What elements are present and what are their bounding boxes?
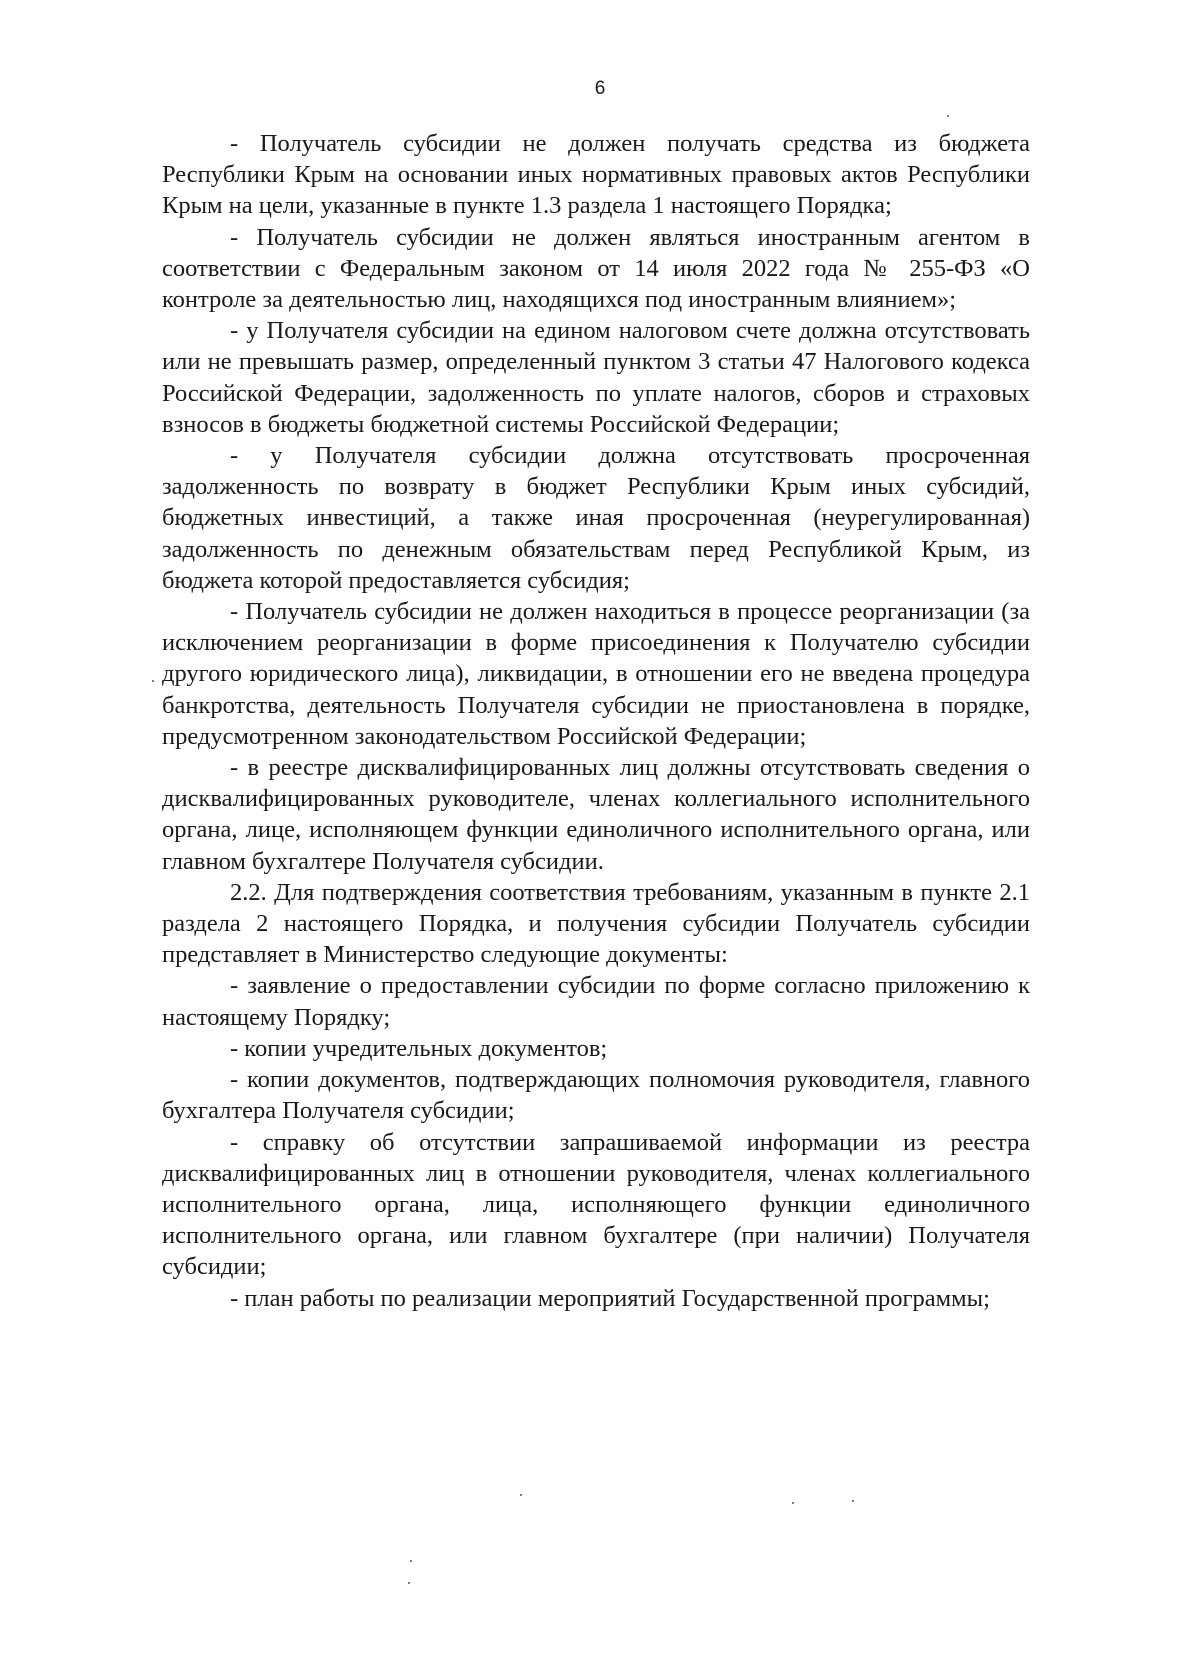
scan-speck: [408, 1582, 410, 1584]
paragraph-registry-certificate: - справку об отсутствии запрашиваемой информации из реестра дисквалифицированных лиц в отношении руководителя, членах коллегиального исполнительного органа, лица, исполняющего функции единоличного исполнительного органа, или главном бухгалтере (при наличии) Получателя субсидии;: [162, 1128, 1030, 1281]
page-number: 6: [594, 78, 606, 99]
scan-speck: [410, 1560, 412, 1562]
scan-speck: [947, 115, 949, 117]
paragraph-disqualified-registry: - в реестре дисквалифицированных лиц должны отсутствовать сведения о дисквалифицированных руководителе, членах коллегиального исполнительного органа, лице, исполняющем функции единоличного исполнительного органа, или главном бухгалтере Получателя субсидии.: [162, 754, 1030, 875]
scan-speck: [520, 1494, 522, 1496]
paragraph-application: - заявление о предоставлении субсидии по форме согласно приложению к настоящему Порядку;: [162, 972, 1030, 1031]
paragraph-budget-funds: - Получатель субсидии не должен получать средства из бюджета Республики Крым на основании иных нормативных правовых актов Республики Крым на цели, указанные в пункте 1.3 раздела 1 настоящего Порядка;: [162, 130, 1030, 220]
scan-speck: [792, 1502, 794, 1504]
paragraph-section-2-2: 2.2. Для подтверждения соответствия требованиям, указанным в пункте 2.1 раздела 2 настоящего Порядка, и получения субсидии Получатель субсидии представляет в Министерство следующие документы:: [162, 878, 1030, 969]
scan-speck: [152, 680, 154, 682]
paragraph-overdue-debt: - у Получателя субсидии должна отсутствовать просроченная задолженность по возврату в бюджет Республики Крым иных субсидий, бюджетных инвестиций, а также иная просроченная (неурегулированная) задолженность по денежным обязательствам перед Республикой Крым, из бюджета которой предоставляется субсидия;: [162, 442, 1030, 594]
paragraph-work-plan: - план работы по реализации мероприятий Государственной программы;: [230, 1284, 990, 1312]
paragraph-founding-documents: - копии учредительных документов;: [230, 1034, 608, 1062]
paragraph-foreign-agent: - Получатель субсидии не должен являться иностранным агентом в соответствии с Федеральным законом от 14 июля 2022 года № 255-ФЗ «О контроле за деятельностью лиц, находящихся под иностранным влиянием»;: [162, 223, 1030, 314]
scan-speck: [852, 1500, 854, 1502]
paragraph-authority-documents: - копии документов, подтверждающих полномочия руководителя, главного бухгалтера Получателя субсидии;: [162, 1066, 1030, 1125]
document-body: [162, 128, 1030, 1314]
paragraph-reorganization: - Получатель субсидии не должен находиться в процессе реорганизации (за исключением реорганизации в форме присоединения к Получателю субсидии другого юридического лица), ликвидации, в отношении его не введена процедура банкротства, деятельность Получателя субсидии не приостановлена в порядке, предусмотренном законодательством Российской Федерации;: [162, 598, 1030, 750]
paragraph-tax-debt: - у Получателя субсидии на едином налоговом счете должна отсутствовать или не превышать размер, определенный пунктом 3 статьи 47 Налогового кодекса Российской Федерации, задолженность по уплате налогов, сборов и страховых взносов в бюджеты бюджетной системы Российской Федерации;: [162, 317, 1030, 438]
